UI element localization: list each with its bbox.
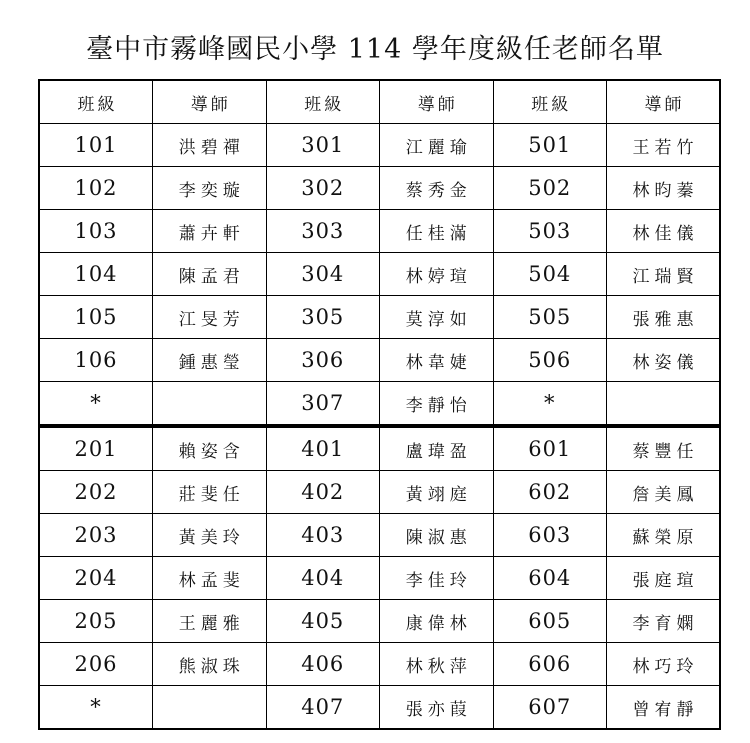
teacher-roster-table: [38, 79, 721, 730]
teacher-cell: 林巧玲: [607, 643, 721, 686]
class-cell: 101: [39, 124, 153, 167]
class-cell: 406: [266, 643, 380, 686]
teacher-cell: 陳淑惠: [380, 514, 494, 557]
class-cell: 307: [266, 382, 380, 427]
teacher-cell: [607, 382, 721, 427]
table-row: [39, 514, 720, 557]
header-class: 班級: [266, 80, 380, 124]
class-cell: 105: [39, 296, 153, 339]
teacher-cell: 張雅惠: [607, 296, 721, 339]
class-cell: 603: [493, 514, 607, 557]
teacher-cell: 賴姿含: [153, 426, 267, 471]
table-row: [39, 686, 720, 730]
table-row: [39, 643, 720, 686]
teacher-cell: 林婷瑄: [380, 253, 494, 296]
table-row: [39, 253, 720, 296]
class-cell: 203: [39, 514, 153, 557]
class-cell: 106: [39, 339, 153, 382]
header-teacher: 導師: [153, 80, 267, 124]
class-cell: 401: [266, 426, 380, 471]
class-cell: *: [39, 382, 153, 427]
class-cell: 605: [493, 600, 607, 643]
teacher-cell: 張庭瑄: [607, 557, 721, 600]
teacher-cell: 王麗雅: [153, 600, 267, 643]
teacher-cell: 林昀蓁: [607, 167, 721, 210]
class-cell: 301: [266, 124, 380, 167]
class-cell: 305: [266, 296, 380, 339]
class-cell: 601: [493, 426, 607, 471]
teacher-cell: 林韋婕: [380, 339, 494, 382]
teacher-cell: 林秋萍: [380, 643, 494, 686]
teacher-cell: 熊淑珠: [153, 643, 267, 686]
table-row: [39, 296, 720, 339]
table-row: [39, 210, 720, 253]
class-cell: 505: [493, 296, 607, 339]
class-cell: *: [493, 382, 607, 427]
class-cell: 206: [39, 643, 153, 686]
class-cell: 602: [493, 471, 607, 514]
class-cell: 303: [266, 210, 380, 253]
class-cell: 503: [493, 210, 607, 253]
class-cell: 306: [266, 339, 380, 382]
class-cell: 103: [39, 210, 153, 253]
teacher-cell: 莊斐任: [153, 471, 267, 514]
teacher-cell: 李佳玲: [380, 557, 494, 600]
teacher-cell: 黃翊庭: [380, 471, 494, 514]
class-cell: 506: [493, 339, 607, 382]
teacher-cell: 林姿儀: [607, 339, 721, 382]
teacher-cell: 李靜怡: [380, 382, 494, 427]
teacher-cell: 林孟斐: [153, 557, 267, 600]
teacher-cell: 任桂滿: [380, 210, 494, 253]
header-teacher: 導師: [607, 80, 721, 124]
table-row: [39, 124, 720, 167]
table-row: [39, 167, 720, 210]
teacher-cell: 曾宥靜: [607, 686, 721, 730]
class-cell: 604: [493, 557, 607, 600]
teacher-cell: 李育嫻: [607, 600, 721, 643]
class-cell: 402: [266, 471, 380, 514]
header-class: 班級: [493, 80, 607, 124]
page-title: 臺中市霧峰國民小學 114 學年度級任老師名單: [86, 34, 664, 65]
table-row: [39, 382, 720, 427]
class-cell: 404: [266, 557, 380, 600]
header-class: 班級: [39, 80, 153, 124]
class-cell: 502: [493, 167, 607, 210]
class-cell: 304: [266, 253, 380, 296]
teacher-cell: 陳孟君: [153, 253, 267, 296]
class-cell: 501: [493, 124, 607, 167]
teacher-cell: 江麗瑜: [380, 124, 494, 167]
class-cell: 205: [39, 600, 153, 643]
header-teacher: 導師: [380, 80, 494, 124]
teacher-cell: [153, 686, 267, 730]
teacher-cell: 蔡豐任: [607, 426, 721, 471]
class-cell: 201: [39, 426, 153, 471]
class-cell: 104: [39, 253, 153, 296]
teacher-cell: 康偉林: [380, 600, 494, 643]
class-cell: 102: [39, 167, 153, 210]
teacher-cell: 張亦葭: [380, 686, 494, 730]
class-cell: 504: [493, 253, 607, 296]
teacher-cell: [153, 382, 267, 427]
teacher-cell: 洪碧禪: [153, 124, 267, 167]
class-cell: 407: [266, 686, 380, 730]
class-cell: 606: [493, 643, 607, 686]
table-row: [39, 600, 720, 643]
teacher-cell: 蘇榮原: [607, 514, 721, 557]
class-cell: *: [39, 686, 153, 730]
teacher-cell: 江旻芳: [153, 296, 267, 339]
table-body: [39, 124, 720, 730]
class-cell: 403: [266, 514, 380, 557]
teacher-cell: 詹美鳳: [607, 471, 721, 514]
teacher-cell: 黃美玲: [153, 514, 267, 557]
class-cell: 405: [266, 600, 380, 643]
class-cell: 202: [39, 471, 153, 514]
teacher-cell: 李奕璇: [153, 167, 267, 210]
class-cell: 204: [39, 557, 153, 600]
teacher-cell: 鍾惠瑩: [153, 339, 267, 382]
teacher-cell: 盧瑋盈: [380, 426, 494, 471]
table-row: [39, 471, 720, 514]
class-cell: 607: [493, 686, 607, 730]
teacher-cell: 莫淳如: [380, 296, 494, 339]
table-row: [39, 339, 720, 382]
class-cell: 302: [266, 167, 380, 210]
teacher-cell: 王若竹: [607, 124, 721, 167]
table-row: [39, 557, 720, 600]
teacher-cell: 蕭卉軒: [153, 210, 267, 253]
teacher-cell: 蔡秀金: [380, 167, 494, 210]
table-row: [39, 426, 720, 471]
teacher-cell: 江瑞賢: [607, 253, 721, 296]
header-row: [39, 80, 720, 124]
teacher-cell: 林佳儀: [607, 210, 721, 253]
